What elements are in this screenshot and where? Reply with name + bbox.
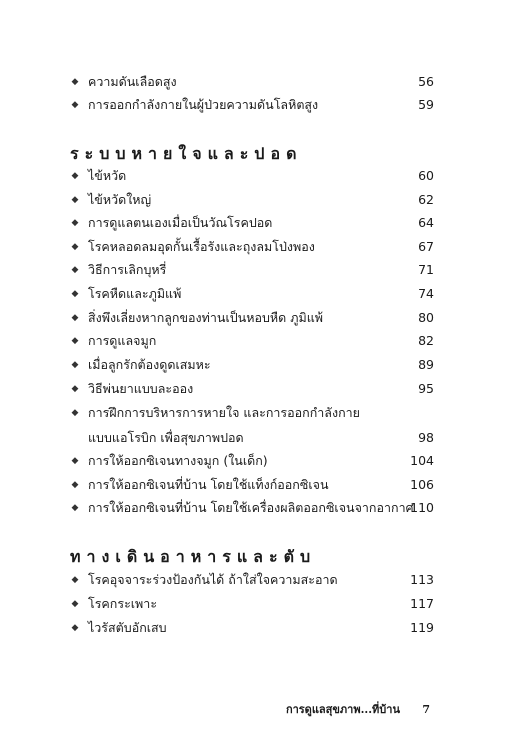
entry-title: เมื่อลูกรักต้องดูดเสมหะ (88, 357, 211, 372)
toc-entry[interactable] (70, 72, 434, 92)
footer-page-number: 7 (422, 703, 430, 716)
diamond-bullet-icon: ◆ (71, 171, 79, 181)
entry-page: 67 (418, 239, 434, 254)
diamond-bullet-icon: ◆ (71, 265, 79, 275)
entry-title: ไข้หวัด (88, 168, 127, 183)
entry-page: 80 (418, 310, 434, 325)
toc-entry-continuation[interactable] (70, 428, 434, 448)
diamond-bullet-icon: ◆ (71, 480, 79, 490)
entry-page: 106 (410, 477, 434, 492)
toc-entry[interactable] (70, 451, 434, 471)
entry-title: โรคกระเพาะ (88, 596, 158, 611)
entry-title: การฝึกการบริหารการหายใจ และการออกกำลังกาย (88, 405, 360, 420)
entry-title: แบบแอโรบิก เพื่อสุขภาพปอด (88, 430, 244, 445)
diamond-bullet-icon: ◆ (71, 218, 79, 228)
diamond-bullet-icon: ◆ (71, 195, 79, 205)
section-heading-respiratory: ระบบหายใจและปอด (70, 144, 303, 163)
toc-entry[interactable] (70, 308, 434, 328)
entry-title: วิธีพ่นยาแบบละออง (88, 381, 194, 396)
diamond-bullet-icon: ◆ (71, 77, 79, 87)
toc-entry[interactable] (70, 403, 434, 423)
toc-entry[interactable] (70, 475, 434, 495)
diamond-bullet-icon: ◆ (71, 384, 79, 394)
entry-title: การให้ออกซิเจนที่บ้าน โดยใช้เครื่องผลิตออกซิเจนจากอากาศ (88, 500, 414, 515)
entry-page: 59 (418, 97, 434, 112)
footer-book-title: การดูแลสุขภาพ...ที่บ้าน (285, 703, 400, 716)
toc-entry[interactable] (70, 594, 434, 614)
entry-page: 113 (410, 572, 434, 587)
toc-entry[interactable] (70, 570, 434, 590)
toc-entry[interactable] (70, 355, 434, 375)
entry-page: 64 (418, 215, 434, 230)
entry-page: 98 (418, 430, 434, 445)
entry-page: 56 (418, 74, 434, 89)
entry-title: การให้ออกซิเจนทางจมูก (ในเด็ก) (88, 453, 268, 468)
diamond-bullet-icon: ◆ (71, 100, 79, 110)
toc-entry[interactable] (70, 213, 434, 233)
entry-title: โรคอุจจาระร่วงป้องกันได้ ถ้าใส่ใจความสะอาด (88, 572, 338, 587)
diamond-bullet-icon: ◆ (71, 503, 79, 513)
toc-entry[interactable] (70, 260, 434, 280)
entry-title: โรคหลอดลมอุดกั้นเรื้อรังและถุงลมโป่งพอง (88, 239, 315, 254)
entry-title: การดูแลตนเองเมื่อเป็นวัณโรคปอด (88, 215, 273, 230)
entry-title: การให้ออกซิเจนที่บ้าน โดยใช้แท็งก์ออกซิเจน (88, 477, 329, 492)
entry-title: ไวรัสตับอักเสบ (88, 620, 167, 635)
entry-title: การออกกำลังกายในผู้ป่วยความดันโลหิตสูง (88, 97, 319, 112)
toc-entry[interactable] (70, 618, 434, 638)
toc-entry[interactable] (70, 331, 434, 351)
entry-page: 60 (418, 168, 434, 183)
diamond-bullet-icon: ◆ (71, 336, 79, 346)
toc-entry[interactable] (70, 284, 434, 304)
entry-page: 71 (418, 262, 434, 277)
diamond-bullet-icon: ◆ (71, 575, 79, 585)
toc-entry[interactable] (70, 237, 434, 257)
diamond-bullet-icon: ◆ (71, 242, 79, 252)
entry-page: 110 (410, 500, 434, 515)
toc-entry[interactable] (70, 95, 434, 115)
diamond-bullet-icon: ◆ (71, 289, 79, 299)
diamond-bullet-icon: ◆ (71, 360, 79, 370)
entry-page: 74 (418, 286, 434, 301)
entry-page: 95 (418, 381, 434, 396)
diamond-bullet-icon: ◆ (71, 623, 79, 633)
diamond-bullet-icon: ◆ (71, 408, 79, 418)
entry-title: ความดันเลือดสูง (88, 74, 177, 89)
entry-page: 119 (410, 620, 434, 635)
toc-entry[interactable] (70, 498, 434, 518)
entry-page: 82 (418, 333, 434, 348)
entry-page: 89 (418, 357, 434, 372)
toc-entry[interactable] (70, 379, 434, 399)
entry-page: 62 (418, 192, 434, 207)
toc-entry[interactable] (70, 190, 434, 210)
entry-title: สิ่งพึงเลี่ยงหากลูกของท่านเป็นหอบหืด ภูมิแพ้ (88, 310, 323, 325)
diamond-bullet-icon: ◆ (71, 599, 79, 609)
page-footer (270, 701, 430, 719)
entry-page: 117 (410, 596, 434, 611)
section-heading-digestive: ทางเดินอาหารและตับ (70, 547, 317, 566)
diamond-bullet-icon: ◆ (71, 313, 79, 323)
entry-title: โรคหืดและภูมิแพ้ (88, 286, 182, 301)
toc-entry[interactable] (70, 166, 434, 186)
entry-title: การดูแลจมูก (88, 333, 157, 348)
entry-page: 104 (410, 453, 434, 468)
diamond-bullet-icon: ◆ (71, 456, 79, 466)
entry-title: ไข้หวัดใหญ่ (88, 192, 152, 207)
entry-title: วิธีการเลิกบุหรี่ (88, 262, 167, 277)
